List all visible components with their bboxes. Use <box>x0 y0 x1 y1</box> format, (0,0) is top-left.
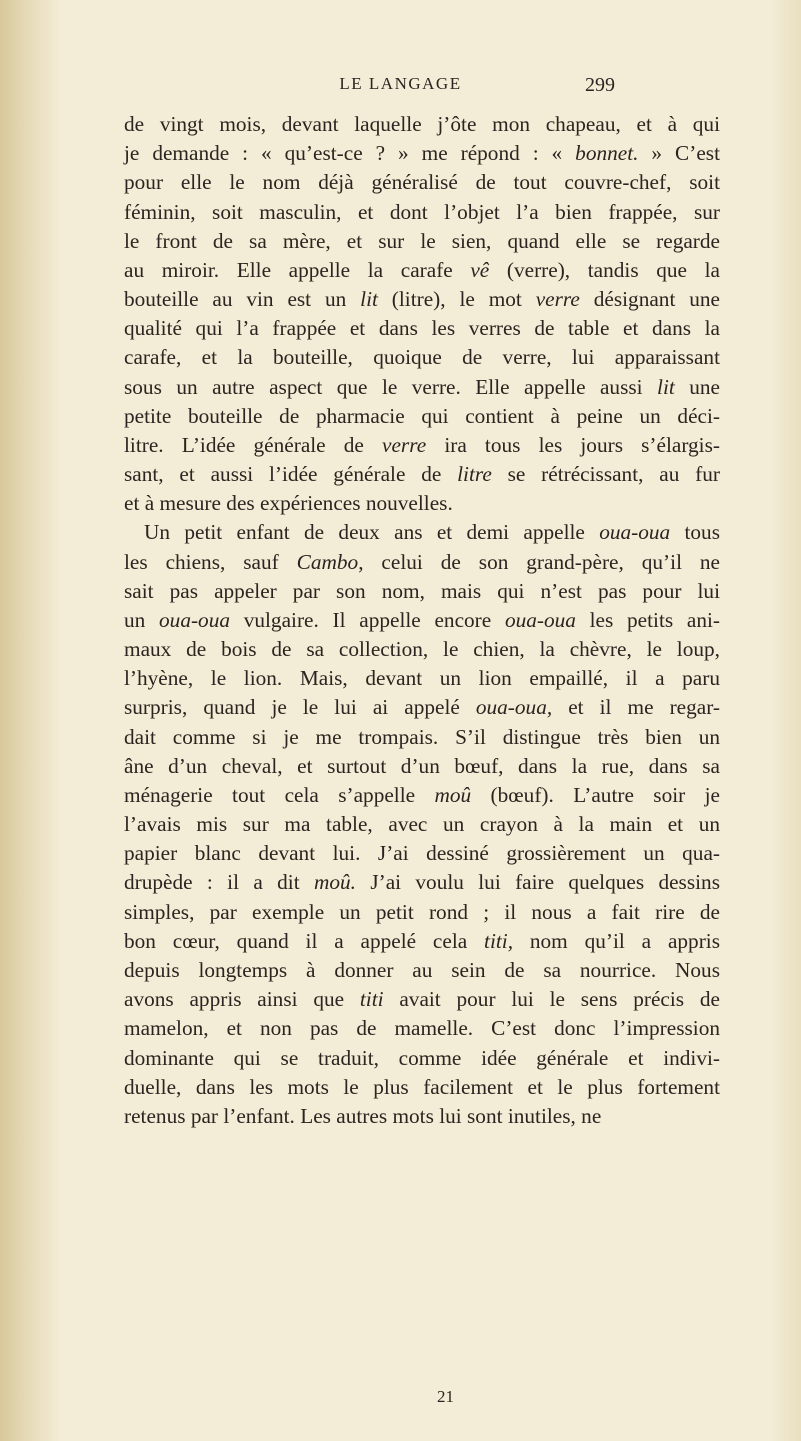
text-run: je demande : « qu’est-ce ? » me répond : « <box>124 141 576 166</box>
text-run: simples, par exemple un petit rond ; il nous a fait rire de <box>124 899 720 924</box>
text-line <box>124 1073 720 1102</box>
text-run: papier blanc devant lui. J’ai dessiné grossièrement un qua- <box>124 841 720 866</box>
italic-term: titi, <box>484 928 514 953</box>
text-line <box>124 227 720 256</box>
text-line <box>124 402 720 431</box>
text-line <box>124 927 720 956</box>
text-run: drupède : il a dit <box>124 870 314 895</box>
text-line <box>124 1102 720 1131</box>
text-run: surpris, quand je le lui ai appelé <box>124 695 476 720</box>
text-line <box>124 635 720 664</box>
text-line <box>124 606 720 635</box>
italic-term: bonnet. <box>575 141 639 166</box>
text-line <box>124 139 720 168</box>
text-line <box>124 256 720 285</box>
text-run: vulgaire. Il appelle encore <box>230 607 505 632</box>
text-run: , celui de son grand-père, qu’il ne <box>358 549 721 574</box>
text-run: âne d’un cheval, et surtout d’un bœuf, dans la rue, dans sa <box>124 753 720 778</box>
text-run: J’ai voulu lui faire quelques dessins <box>355 870 720 895</box>
italic-term: moû <box>434 782 472 807</box>
text-run: mamelon, et non pas de mamelle. C’est donc l’impression <box>124 1016 720 1041</box>
text-line <box>124 198 720 227</box>
page-number: 299 <box>585 74 615 96</box>
text-line <box>124 577 720 606</box>
italic-term: litre <box>457 462 492 487</box>
text-run: qualité qui l’a frappée et dans les verres de table et dans la <box>124 316 720 341</box>
text-line <box>124 898 720 927</box>
text-run: sant, et aussi l’idée générale de <box>124 462 458 487</box>
text-run: le front de sa mère, et sur le sien, quand elle se regarde <box>124 228 720 253</box>
text-run: (verre), tandis que la <box>489 257 720 282</box>
italic-term: vê <box>470 257 490 282</box>
text-run: avait pour lui le sens précis de <box>383 987 720 1012</box>
text-run: dait comme si je me trompais. S’il distingue très bien un <box>124 724 720 749</box>
page-shadow-left <box>0 0 60 1441</box>
text-run: bon cœur, quand il a appelé cela <box>124 928 485 953</box>
text-line <box>124 810 720 839</box>
text-line <box>124 460 720 489</box>
text-run: (bœuf). L’autre soir je <box>471 782 720 807</box>
text-line <box>124 518 720 547</box>
text-run: litre. L’idée générale de <box>124 432 383 457</box>
italic-term: oua-oua <box>504 607 576 632</box>
text-run: avons appris ainsi que <box>124 987 360 1012</box>
text-line <box>124 781 720 810</box>
text-line <box>124 723 720 752</box>
text-line <box>124 956 720 985</box>
text-run: » C’est <box>638 141 720 166</box>
text-line <box>124 868 720 897</box>
text-run: sous un autre aspect que le verre. Elle appelle aussi <box>124 374 658 399</box>
italic-term: verre <box>382 432 427 457</box>
text-run: pour elle le nom déjà généralisé de tout couvre-chef, soit <box>124 170 720 195</box>
italic-term: oua-oua <box>599 520 671 545</box>
text-run: et à mesure des expériences nouvelles. <box>124 491 453 516</box>
italic-term: verre <box>535 287 580 312</box>
text-run: depuis longtemps à donner au sein de sa nourrice. Nous <box>124 957 720 982</box>
text-run: duelle, dans les mots le plus facilement et le plus fortement <box>124 1074 720 1099</box>
text-run: ménagerie tout cela s’appelle <box>124 782 435 807</box>
text-line <box>124 314 720 343</box>
text-run: et il me regar- <box>552 695 720 720</box>
text-line <box>124 1014 720 1043</box>
text-run: désignant une <box>579 287 720 312</box>
page-header <box>0 74 801 104</box>
text-run: au miroir. Elle appelle la carafe <box>124 257 471 282</box>
text-run: un <box>124 607 160 632</box>
text-run: carafe, et la bouteille, quoique de verre, lui apparaissant <box>124 345 720 370</box>
text-line <box>124 285 720 314</box>
text-run: petite bouteille de pharmacie qui contient à peine un déci- <box>124 403 720 428</box>
text-line <box>124 693 720 722</box>
text-line <box>124 431 720 460</box>
text-run: bouteille au vin est un <box>124 287 361 312</box>
text-run: (litre), le mot <box>377 287 536 312</box>
text-run: sait pas appeler par son nom, mais qui n’est pas pour lui <box>124 578 720 603</box>
italic-term: oua-oua, <box>475 695 553 720</box>
text-run: les chiens, sauf <box>124 549 297 574</box>
text-line <box>124 752 720 781</box>
running-title: LE LANGAGE <box>339 74 462 93</box>
italic-term: moû. <box>313 870 356 895</box>
text-run: de vingt mois, devant laquelle j’ôte mon chapeau, et à qui <box>124 112 720 136</box>
text-line <box>124 168 720 197</box>
text-run: l’hyène, le lion. Mais, devant un lion empaillé, il a paru <box>124 666 720 691</box>
text-run: féminin, soit masculin, et dont l’objet l’a bien frappée, sur <box>124 199 720 224</box>
text-line <box>124 110 720 139</box>
italic-term: oua-oua <box>159 607 230 632</box>
text-run: Un petit enfant de deux ans et demi appelle <box>144 520 600 545</box>
text-line <box>124 1044 720 1073</box>
body-text <box>124 110 720 1131</box>
text-line <box>124 489 720 518</box>
text-line <box>124 548 720 577</box>
text-run: maux de bois de sa collection, le chien, la chèvre, le loup, <box>124 637 720 662</box>
text-run: tous <box>670 520 720 545</box>
text-run: ira tous les jours s’élargis- <box>426 432 720 457</box>
italic-term: titi <box>359 987 384 1012</box>
text-line <box>124 839 720 868</box>
text-line <box>124 985 720 1014</box>
text-run: dominante qui se traduit, comme idée générale et indivi- <box>124 1045 720 1070</box>
text-run: les petits ani- <box>575 607 720 632</box>
text-run: l’avais mis sur ma table, avec un crayon à la main et un <box>124 812 720 837</box>
italic-term: Cambo <box>296 549 359 574</box>
text-run: nom qu’il a appris <box>513 928 720 953</box>
italic-term: lit <box>360 287 378 312</box>
text-run: une <box>674 374 720 399</box>
text-run: se rétrécissant, au fur <box>491 462 720 487</box>
text-run: retenus par l’enfant. Les autres mots lui sont inutiles, ne <box>124 1103 602 1128</box>
italic-term: lit <box>657 374 675 399</box>
page-shadow-right <box>771 0 801 1441</box>
signature-mark: 21 <box>437 1387 454 1406</box>
text-line <box>124 373 720 402</box>
text-line <box>124 664 720 693</box>
text-line <box>124 343 720 372</box>
